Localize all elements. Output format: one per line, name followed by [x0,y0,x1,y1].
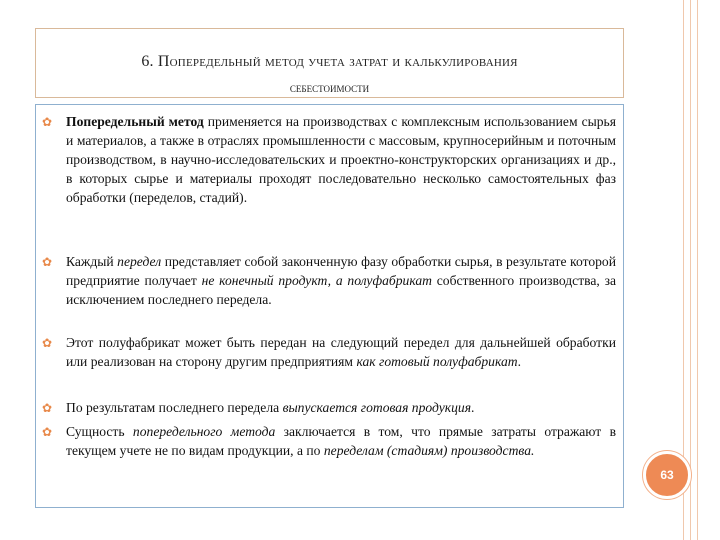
paragraph-text: переделам (стадиям) производства. [323,443,535,458]
paragraph-text: передел [117,254,162,269]
paragraph-text: Каждый [66,254,118,269]
bullet-icon: ✿ [41,255,53,269]
paragraph-text: представляет собой законченную фазу обработки сырья, в результате которой предприятие получает [66,254,617,288]
paragraph [66,252,616,309]
paragraph [66,333,616,371]
paragraph-text: Этот полуфабрикат может быть передан на следующий передел для дальнейшей обработки или реализован на сторону другим предприятиям [66,335,616,369]
paragraph [66,112,616,207]
paragraph [66,398,616,417]
paragraph-text: применяется на производствах с комплексным использованием сырья и материалов, а также в отраслях промышленности с массовым, крупносерийным и поточным производством, в научно-исследовательских и проектно-конструкторских организациях и др., в которых сырье и материалы проходят последовательно несколько самостоятельных фаз обработки (переделов, стадий). [66,114,616,205]
paragraph-text: . [517,354,521,369]
paragraph-text: Попередельный метод [66,114,204,129]
paragraph-text: По результатам последнего передела [66,400,283,415]
bullet-icon: ✿ [41,115,53,129]
paragraph [66,422,616,460]
slide-title: 6. Попередельный метод учета затрат и калькулирования [141,53,518,70]
paragraph-text: собственного производства, за исключением последнего передела. [66,273,616,307]
paragraph-text: как готовый полуфабрикат [356,354,518,369]
paragraph-text: Сущность [66,424,133,439]
paragraph-text: не конечный продукт, а полуфабрикат [201,273,432,288]
decorative-line [690,0,691,540]
bullet-icon: ✿ [41,425,53,439]
content-box [35,104,624,508]
bullet-icon: ✿ [41,401,53,415]
paragraph-text: попередельного метода [132,424,276,439]
paragraph-text: выпускается готовая продукция [282,400,472,415]
page-number-badge: 63 [643,451,691,499]
slide-title-line2: себестоимости [289,80,370,95]
paragraph-text: . [471,400,475,415]
decorative-line [697,0,698,540]
bullet-icon: ✿ [41,336,53,350]
paragraph-text: заключается в том, что прямые затраты отражают в текущем учете не по видам продукции, а по [66,424,616,458]
